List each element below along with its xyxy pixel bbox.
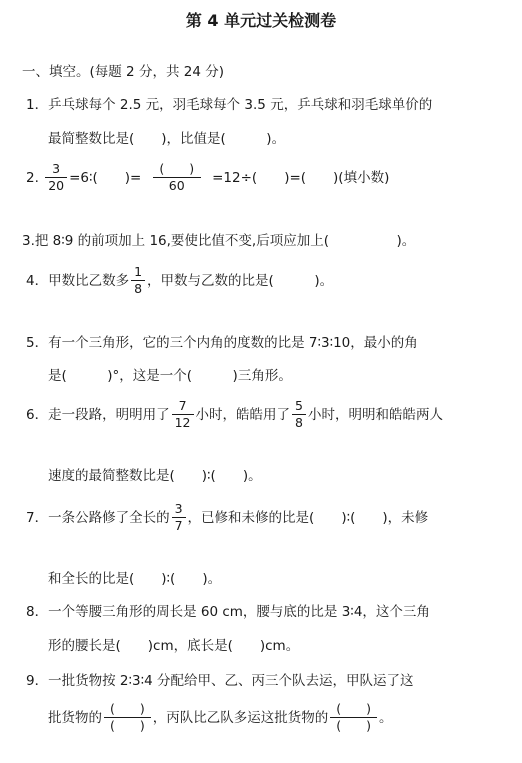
q5-line2: 是( )°，这是一个( )三角形。 <box>48 368 292 384</box>
q6-fraction-1-denominator: 12 <box>172 414 194 430</box>
q2-fraction-2-denominator: 60 <box>153 177 201 193</box>
q7-post-text: ，已修和未修的比是( )∶( )，未修 <box>187 509 429 526</box>
q9-line2 <box>48 702 393 734</box>
q8-line2: 形的腰长是( )cm，底长是( )cm。 <box>48 638 300 654</box>
q6-fraction-2-denominator: 8 <box>292 414 306 430</box>
q2-fraction-1 <box>45 162 67 194</box>
q7-fraction-numerator: 3 <box>174 501 183 516</box>
q4-pre-text: 4．甲数比乙数多 <box>26 272 130 289</box>
q7-line2: 和全长的比是( )∶( )。 <box>48 571 222 587</box>
page-title: 第 4 单元过关检测卷 <box>185 11 337 30</box>
q6-fraction-2 <box>292 399 306 431</box>
q8-line1: 8．一个等腰三角形的周长是 60 cm，腰与底的比是 3∶4，这个三角 <box>26 604 430 620</box>
q7-line1 <box>26 502 428 534</box>
q9-fraction-1 <box>104 702 151 734</box>
q2-line <box>26 162 389 194</box>
q9-pre-text: 批货物的 <box>48 709 102 726</box>
q6-pre-text: 6．走一段路，明明用了 <box>26 406 170 423</box>
q4-fraction-denominator: 8 <box>131 280 145 296</box>
q3-line: 3.把 8∶9 的前项加上 16,要使比值不变,后项应加上( )。 <box>22 233 416 249</box>
q9-middle-text: ，丙队比乙队多运这批货物的 <box>152 709 329 726</box>
q4-fraction-numerator: 1 <box>134 264 143 279</box>
q1-line1: 1．乒乓球每个 2.5 元，羽毛球每个 3.5 元，乒乓球和羽毛球单价的 <box>26 97 433 113</box>
q9-fraction-1-numerator: ( ) <box>110 701 145 716</box>
q7-fraction <box>172 502 186 534</box>
q1-line2: 最简整数比是( )，比值是( )。 <box>48 131 286 147</box>
q6-fraction-1 <box>172 399 194 431</box>
q9-fraction-1-denominator: ( ) <box>104 717 151 733</box>
q6-fraction-1-numerator: 7 <box>178 398 187 413</box>
q9-fraction-2-denominator: ( ) <box>330 717 377 733</box>
q2-middle-text: =6∶( )= <box>69 169 142 186</box>
q6-line2: 速度的最简整数比是( )∶( )。 <box>48 468 262 484</box>
q2-fraction-1-denominator: 20 <box>45 177 67 193</box>
q9-fraction-2 <box>330 702 377 734</box>
q7-fraction-denominator: 7 <box>172 517 186 533</box>
q9-fraction-2-numerator: ( ) <box>336 701 372 716</box>
q6-middle-text: 小时，皓皓用了 <box>195 406 290 423</box>
q2-number: 2. <box>26 169 39 186</box>
q2-fraction-2 <box>143 162 210 194</box>
q7-pre-text: 7．一条公路修了全长的 <box>26 509 170 526</box>
q2-post-text: =12÷( )=( )(填小数) <box>212 169 390 186</box>
q9-line1: 9．一批货物按 2∶3∶4 分配给甲、乙、丙三个队去运，甲队运了这 <box>26 673 414 689</box>
q6-fraction-2-numerator: 5 <box>295 398 303 413</box>
q6-line1 <box>26 399 443 431</box>
q4-post-text: ，甲数与乙数的比是( )。 <box>147 272 334 289</box>
q2-fraction-1-numerator: 3 <box>52 161 61 176</box>
q4-fraction <box>131 265 145 297</box>
section-heading: 一、填空。(每题 2 分，共 24 分) <box>22 64 224 80</box>
q5-line1: 5．有一个三角形，它的三个内角的度数的比是 7∶3∶10，最小的角 <box>26 335 418 351</box>
q6-post-text: 小时，明明和皓皓两人 <box>307 406 443 423</box>
q9-post-text: 。 <box>379 709 393 726</box>
q2-fraction-2-numerator: ( ) <box>159 161 195 176</box>
q4-line <box>26 265 333 297</box>
